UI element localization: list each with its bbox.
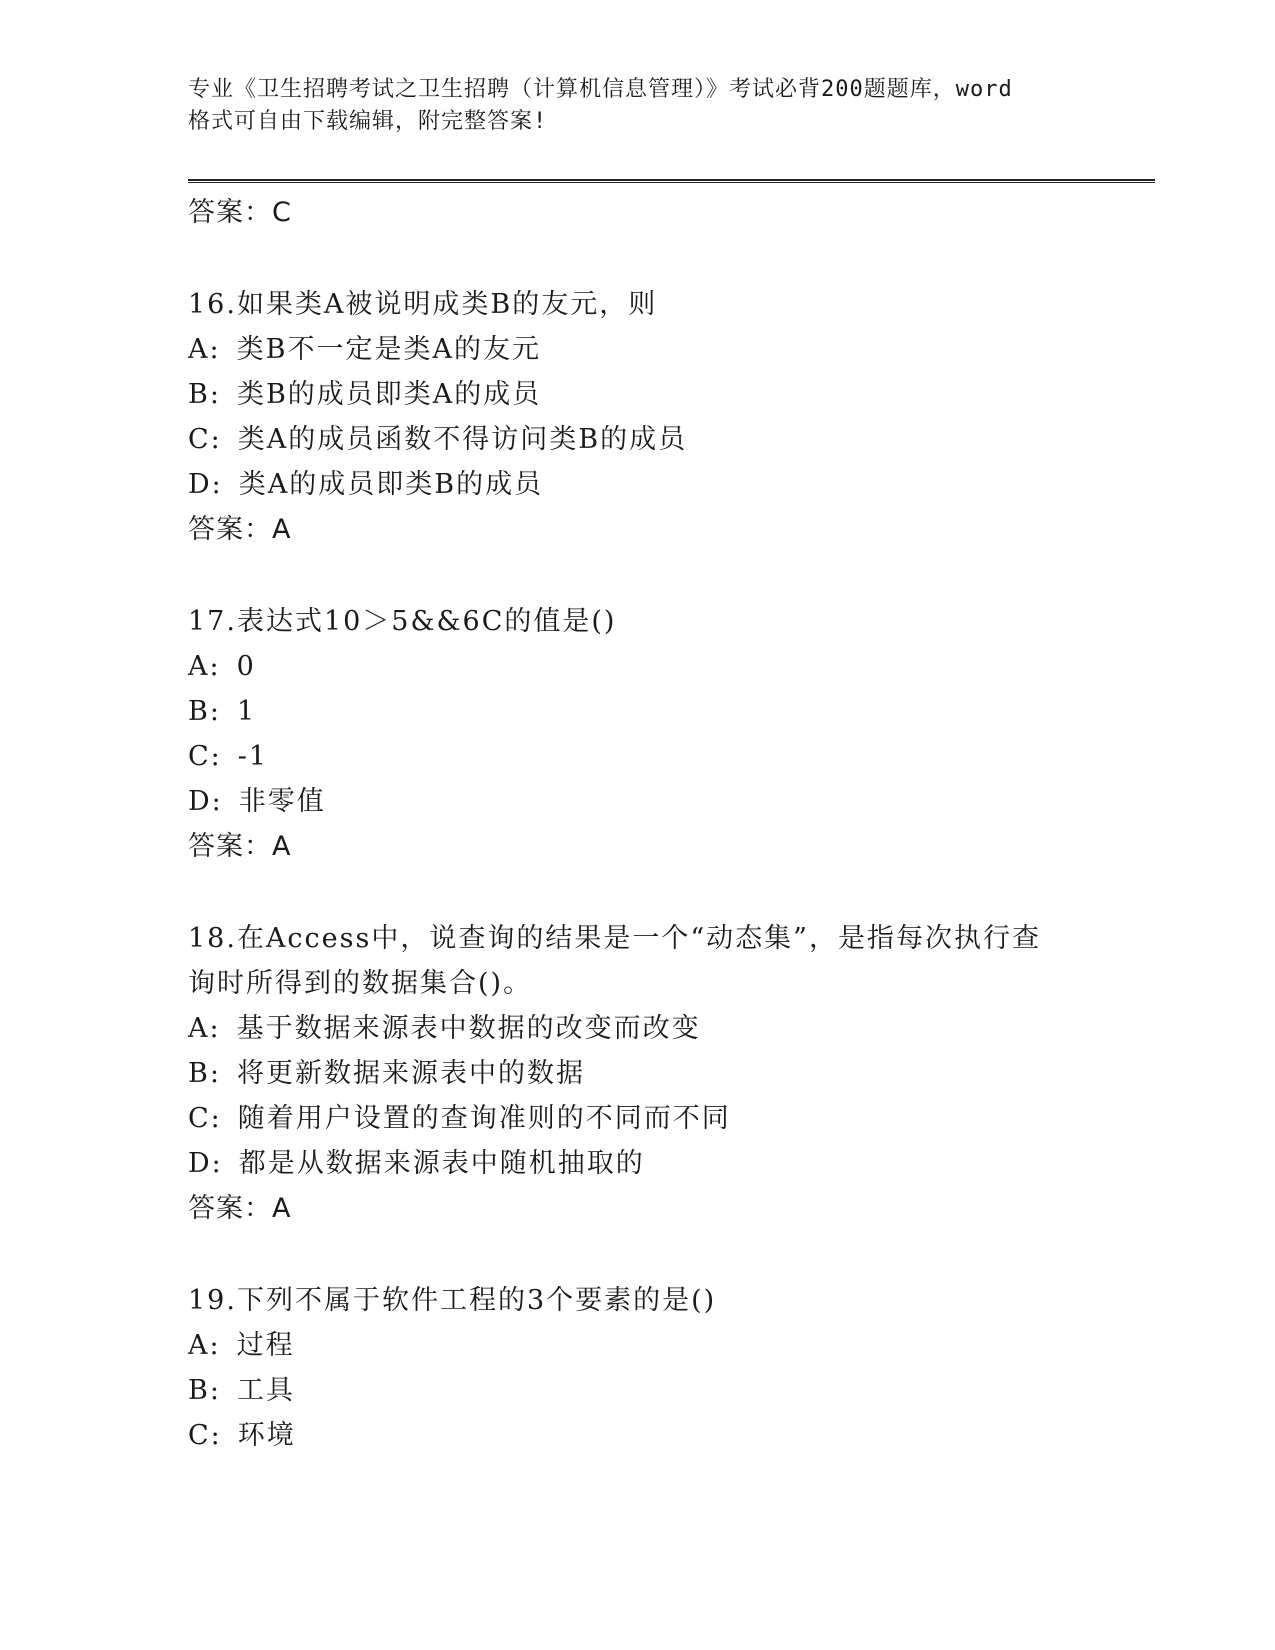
option-a	[188, 327, 1148, 372]
question-17	[188, 599, 1148, 869]
option-c	[188, 1413, 1148, 1458]
option-text: 过程	[236, 1330, 295, 1361]
option-d	[188, 462, 1148, 507]
option-letter: A:	[188, 651, 221, 682]
answer-line: 答案：A	[188, 831, 292, 862]
option-letter: D:	[188, 469, 223, 500]
option-text: 类B不一定是类A的友元	[236, 334, 541, 365]
option-letter: A:	[188, 1330, 221, 1361]
option-text: 随着用户设置的查询准则的不同而不同	[237, 1103, 731, 1134]
option-letter: B:	[188, 696, 221, 727]
header-divider	[188, 179, 1155, 183]
option-letter: B:	[188, 379, 221, 410]
option-b	[188, 1368, 1148, 1413]
option-text: 0	[236, 651, 256, 682]
option-c	[188, 1096, 1148, 1141]
option-text: 都是从数据来源表中随机抽取的	[238, 1148, 645, 1179]
header-line-2: 格式可自由下载编辑，附完整答案!	[188, 109, 548, 134]
option-letter: A:	[188, 334, 221, 365]
option-a	[188, 644, 1148, 689]
option-b	[188, 689, 1148, 734]
option-a	[188, 1323, 1148, 1368]
option-b	[188, 372, 1148, 417]
question-16	[188, 282, 1148, 552]
option-text: 类B的成员即类A的成员	[236, 379, 542, 410]
option-c	[188, 734, 1148, 779]
option-text: 基于数据来源表中数据的改变而改变	[236, 1013, 701, 1044]
option-d	[188, 1141, 1148, 1186]
option-a	[188, 1006, 1148, 1051]
option-letter: C:	[188, 424, 222, 455]
option-letter: C:	[188, 1103, 222, 1134]
question-stem: 18.在Access中，说查询的结果是一个“动态集”，是指每次执行查	[188, 923, 1041, 954]
option-letter: D:	[188, 1148, 223, 1179]
option-letter: B:	[188, 1375, 221, 1406]
header-line-1: 专业《卫生招聘考试之卫生招聘（计算机信息管理）》考试必背200题题库，word	[188, 77, 1013, 102]
option-text: 工具	[236, 1375, 295, 1406]
document-header	[188, 74, 1088, 138]
question-stem-continued: 询时所得到的数据集合()。	[188, 968, 533, 999]
question-18	[188, 916, 1148, 1231]
answer-line: 答案：A	[188, 1193, 292, 1224]
option-text: -1	[237, 741, 269, 772]
option-text: 环境	[237, 1420, 296, 1451]
question-stem: 17.表达式10＞5&&6C的值是()	[188, 606, 617, 637]
option-d	[188, 779, 1148, 824]
question-stem: 19.下列不属于软件工程的3个要素的是()	[188, 1285, 717, 1316]
option-letter: C:	[188, 1420, 222, 1451]
answer-line: 答案：A	[188, 514, 292, 545]
option-letter: D:	[188, 786, 223, 817]
question-stem: 16.如果类A被说明成类B的友元，则	[188, 289, 658, 320]
option-letter: B:	[188, 1058, 221, 1089]
option-b	[188, 1051, 1148, 1096]
option-text: 类A的成员函数不得访问类B的成员	[237, 424, 688, 455]
question-19	[188, 1278, 1148, 1458]
option-text: 1	[236, 696, 257, 727]
option-c	[188, 417, 1148, 462]
option-text: 非零值	[238, 786, 326, 817]
answer-line: 答案：C	[188, 197, 292, 228]
option-text: 将更新数据来源表中的数据	[236, 1058, 585, 1089]
option-text: 类A的成员即类B的成员	[238, 469, 544, 500]
option-letter: C:	[188, 741, 222, 772]
option-letter: A:	[188, 1013, 221, 1044]
document-body	[188, 190, 1148, 1458]
